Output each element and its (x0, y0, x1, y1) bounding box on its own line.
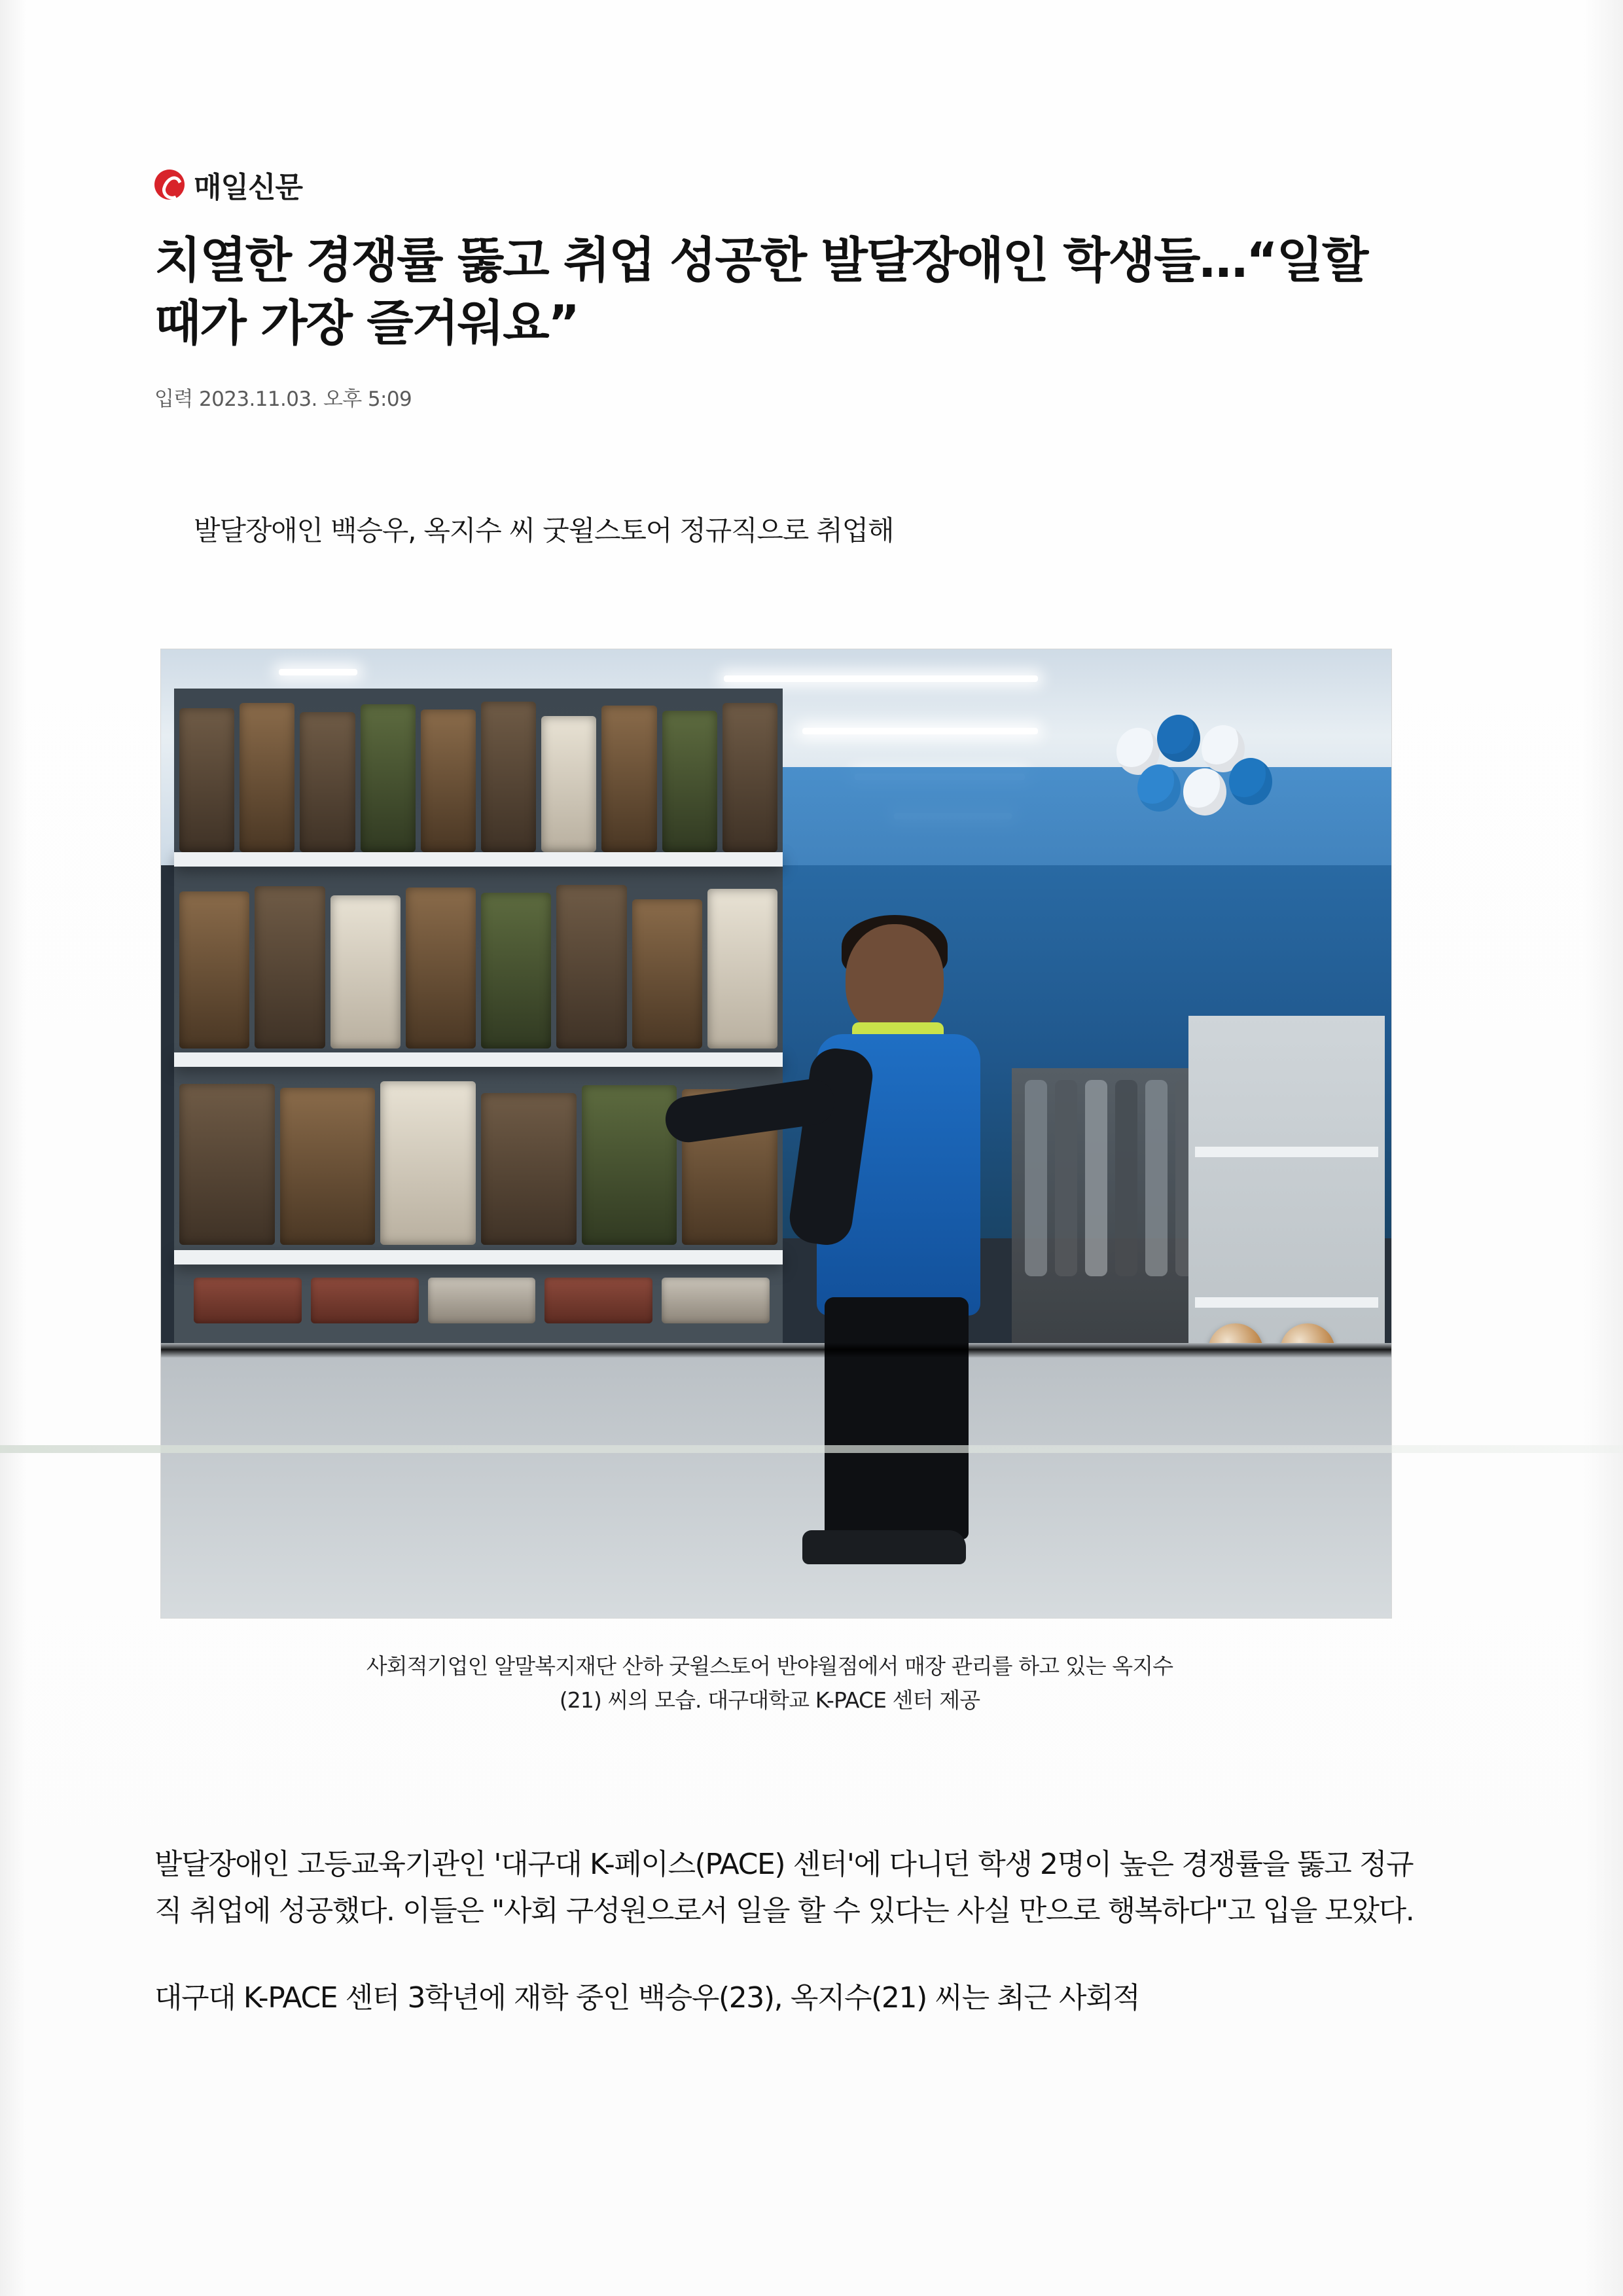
photo-floor (161, 1343, 1391, 1618)
maeil-sinmun-logo-icon (154, 170, 185, 200)
publish-timestamp: 입력 2023.11.03. 오후 5:09 (154, 387, 412, 412)
publication-name: 매일신문 (194, 171, 303, 204)
page-title: 치열한 경쟁률 뚫고 취업 성공한 발달장애인 학생들…“일할 때가 가장 즐거워요” (154, 232, 1368, 352)
publication-masthead (154, 164, 1476, 206)
article-figure (154, 649, 1476, 1716)
article-body (154, 1841, 1476, 2022)
figure-caption (154, 1649, 1385, 1716)
figure-caption-line-1: 사회적기업인 알말복지재단 산하 굿윌스토어 반야월점에서 매장 관리를 하고 있는 옥지수 (366, 1653, 1173, 1679)
article-container (154, 164, 1476, 2062)
article-photo (161, 649, 1391, 1618)
article-paragraph: 발달장애인 고등교육기관인 '대구대 K-페이스(PACE) 센터'에 다니던 학생 2명이 높은 경쟁률을 뚫고 정규직 취업에 성공했다. 이들은 "사회 구성원으로서 일을 할 수 있다는 사실 만으로 행복하다"고 입을 모았다. (154, 1847, 1414, 1928)
scanner-artifact-band (161, 1343, 1391, 1357)
scan-edge-right (1584, 0, 1623, 2296)
scan-edge-left (0, 0, 26, 2296)
scanner-artifact-line (0, 1445, 1623, 1453)
photo-store-employee (789, 924, 1005, 1579)
article-summary: 발달장애인 백승우, 옥지수 씨 굿윌스토어 정규직으로 취업해 (194, 514, 894, 547)
figure-caption-line-2: (21) 씨의 모습. 대구대학교 K-PACE 센터 제공 (559, 1687, 980, 1713)
photo-balloons (1110, 715, 1306, 839)
article-paragraph: 대구대 K-PACE 센터 3학년에 재학 중인 백승우(23), 옥지수(21) 씨는 최근 사회적 (154, 1981, 1140, 2015)
